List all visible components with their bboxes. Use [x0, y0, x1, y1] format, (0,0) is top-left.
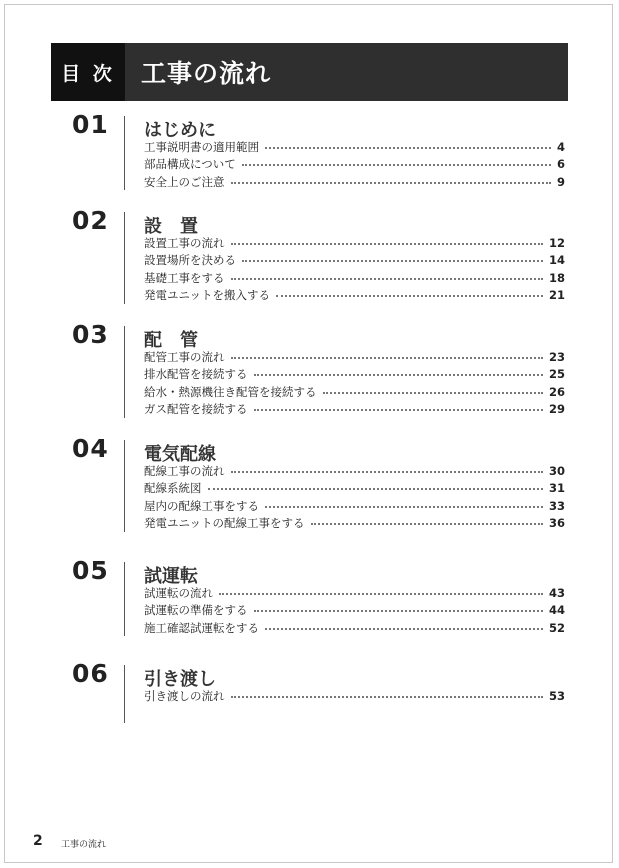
entry-title: 設置工事の流れ	[144, 235, 225, 250]
entry-page: 9	[556, 174, 565, 189]
dot-leader	[254, 409, 543, 411]
dot-leader	[219, 593, 543, 595]
entry-title: 工事説明書の適用範囲	[144, 139, 259, 154]
dot-leader	[323, 392, 543, 394]
entry-page: 25	[548, 367, 565, 382]
entry-title: ガス配管を接続する	[144, 402, 248, 417]
toc-entry[interactable]	[144, 515, 565, 533]
dot-leader	[231, 243, 543, 245]
entry-title: 給水・熱源機往き配管を接続する	[144, 384, 317, 399]
dot-leader	[311, 523, 543, 525]
entry-page: 31	[548, 481, 565, 496]
entry-title: 施工確認試運転をする	[144, 620, 259, 635]
section-number: 01	[72, 110, 109, 139]
dot-leader	[242, 260, 543, 262]
dot-leader	[231, 357, 543, 359]
section-number: 06	[72, 659, 109, 688]
footer-page-number: 2	[33, 833, 43, 849]
toc-entry[interactable]	[144, 287, 565, 305]
section-divider	[124, 665, 125, 723]
section-divider	[124, 212, 125, 304]
section-divider	[124, 326, 125, 418]
dot-leader	[242, 164, 551, 166]
section-number: 03	[72, 320, 109, 349]
section-number: 04	[72, 434, 109, 463]
toc-entry[interactable]	[144, 173, 565, 191]
toc-entry[interactable]	[144, 234, 565, 252]
entry-page: 36	[548, 516, 565, 531]
section-number: 02	[72, 206, 109, 235]
entry-page: 14	[548, 253, 565, 268]
section-divider	[124, 440, 125, 532]
toc-entry[interactable]	[144, 348, 565, 366]
dot-leader	[265, 147, 551, 149]
section-title: 電気配線	[144, 444, 216, 465]
entry-title: 試運転の流れ	[144, 585, 213, 600]
entry-title: 配管工事の流れ	[144, 349, 225, 364]
entry-title: 安全上のご注意	[144, 174, 225, 189]
entry-page: 6	[556, 157, 565, 172]
entry-title: 排水配管を接続する	[144, 367, 248, 382]
dot-leader	[231, 278, 543, 280]
section-number: 05	[72, 556, 109, 585]
entry-page: 23	[548, 349, 565, 364]
section-divider	[124, 562, 125, 636]
section-title: 設 置	[144, 216, 198, 237]
entry-title: 発電ユニットを搬入する	[144, 288, 271, 303]
entry-title: 配線工事の流れ	[144, 463, 225, 478]
dot-leader	[231, 696, 543, 698]
toc-title: 工事の流れ	[141, 59, 272, 88]
dot-leader	[276, 295, 543, 297]
toc-entry[interactable]	[144, 156, 565, 174]
entry-page: 52	[548, 620, 565, 635]
dot-leader	[254, 610, 543, 612]
dot-leader	[265, 628, 543, 630]
toc-label: 目 次	[51, 43, 125, 101]
entry-page: 53	[548, 688, 565, 703]
entry-page: 29	[548, 402, 565, 417]
footer-title: 工事の流れ	[61, 840, 107, 850]
toc-entry[interactable]	[144, 602, 565, 620]
entry-title: 屋内の配線工事をする	[144, 498, 259, 513]
entry-title: 基礎工事をする	[144, 270, 225, 285]
toc-entry[interactable]	[144, 269, 565, 287]
toc-entry[interactable]	[144, 480, 565, 498]
dot-leader	[231, 182, 551, 184]
entry-page: 33	[548, 498, 565, 513]
toc-entry[interactable]	[144, 619, 565, 637]
toc-entry[interactable]	[144, 366, 565, 384]
entry-title: 設置場所を決める	[144, 253, 236, 268]
entry-title: 引き渡しの流れ	[144, 688, 225, 703]
section-title: はじめに	[144, 120, 216, 141]
entry-page: 30	[548, 463, 565, 478]
section-title: 引き渡し	[144, 669, 216, 690]
toc-entry[interactable]	[144, 252, 565, 270]
dot-leader	[231, 471, 543, 473]
section-title: 試運転	[144, 566, 198, 587]
entry-title: 部品構成について	[144, 157, 236, 172]
dot-leader	[208, 488, 543, 490]
entry-page: 12	[548, 235, 565, 250]
toc-entry[interactable]	[144, 383, 565, 401]
toc-entry[interactable]	[144, 138, 565, 156]
section-divider	[124, 116, 125, 190]
entry-title: 発電ユニットの配線工事をする	[144, 516, 305, 531]
toc-entry[interactable]	[144, 401, 565, 419]
entry-page: 4	[556, 139, 565, 154]
dot-leader	[265, 506, 543, 508]
entry-page: 26	[548, 384, 565, 399]
entry-title: 試運転の準備をする	[144, 603, 248, 618]
entry-page: 18	[548, 270, 565, 285]
entry-page: 43	[548, 585, 565, 600]
toc-entry[interactable]	[144, 462, 565, 480]
toc-header	[51, 43, 568, 101]
dot-leader	[254, 374, 543, 376]
entry-title: 配線系統図	[144, 481, 202, 496]
toc-entry[interactable]	[144, 687, 565, 705]
entry-page: 44	[548, 603, 565, 618]
section-title: 配 管	[144, 330, 198, 351]
toc-entry[interactable]	[144, 584, 565, 602]
toc-entry[interactable]	[144, 497, 565, 515]
entry-page: 21	[548, 288, 565, 303]
